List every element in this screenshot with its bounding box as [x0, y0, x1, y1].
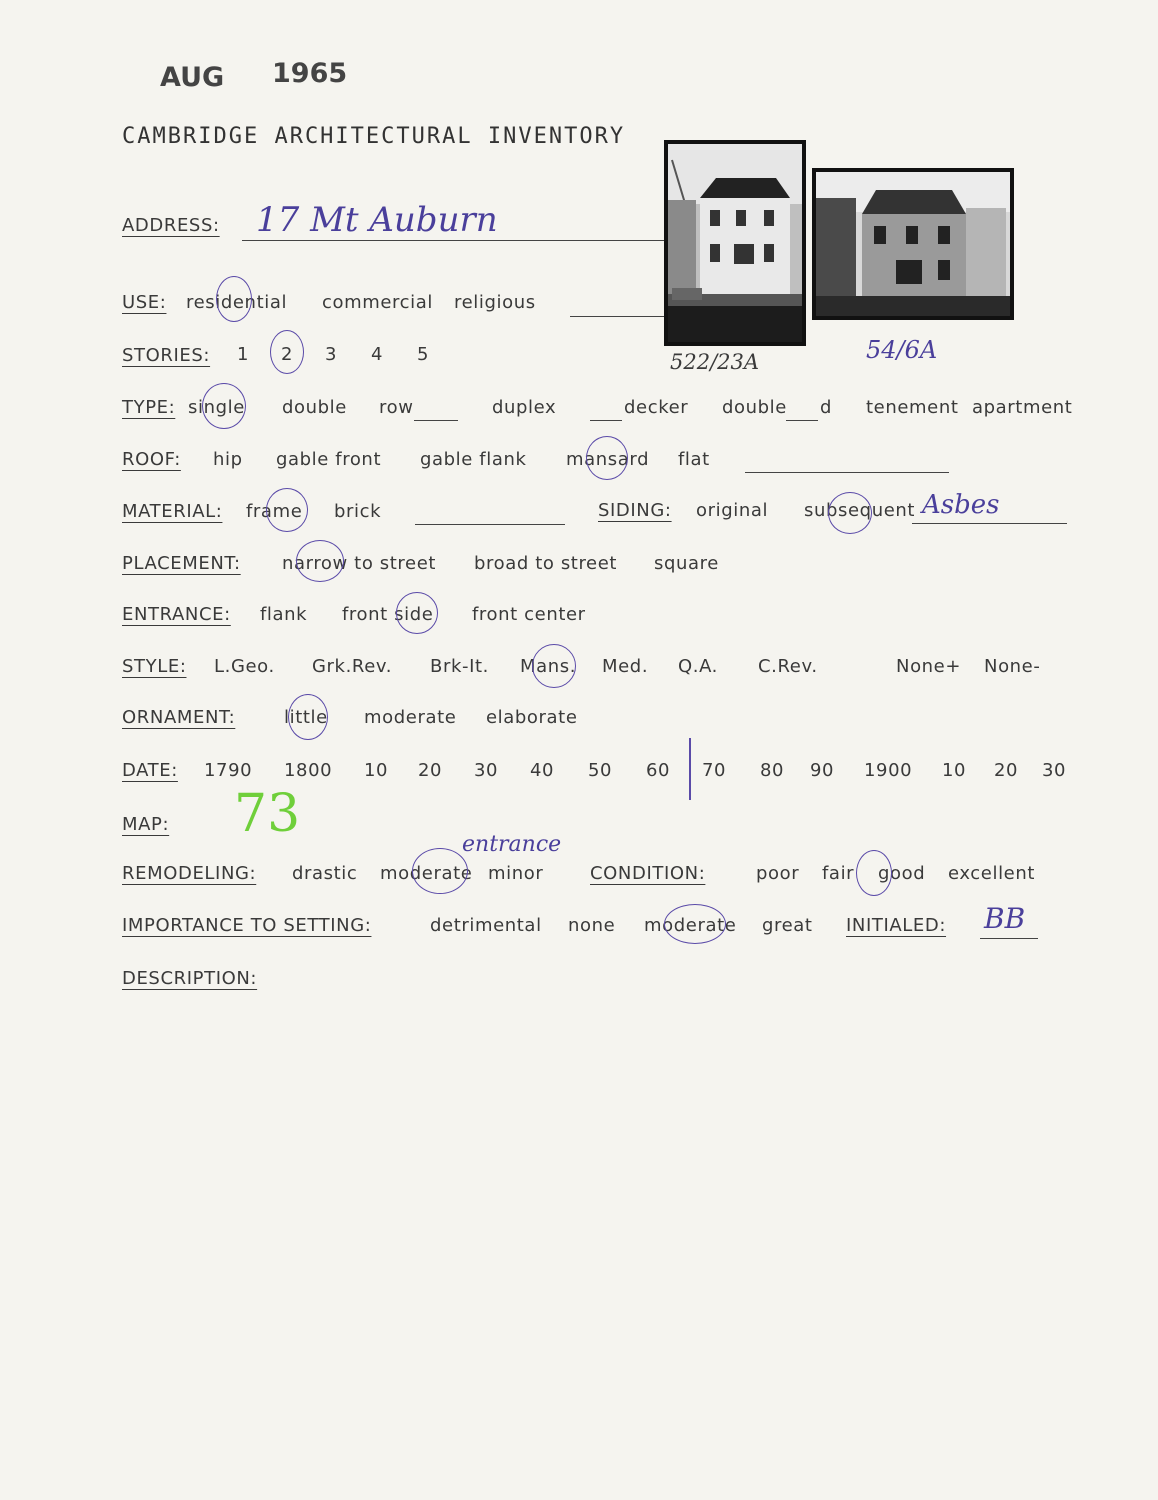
condition-option-excellent: excellent — [948, 863, 1036, 884]
condition-label: CONDITION: — [590, 863, 706, 884]
address-line — [242, 240, 664, 241]
entrance-label: ENTRANCE: — [122, 604, 231, 625]
importance-option-detrimental: detrimental — [430, 915, 542, 936]
date-mark — [689, 738, 691, 800]
material-option-brick: brick — [334, 501, 382, 522]
date-option-20: 20 — [418, 760, 443, 781]
style-option-qa: Q.A. — [678, 656, 719, 677]
type-row-blank — [414, 420, 458, 421]
date-option-40: 40 — [530, 760, 555, 781]
stamp-year: 1965 — [272, 58, 348, 89]
placement-option-narrow: narrow to street — [282, 553, 437, 574]
type-option-decker: decker — [624, 397, 689, 418]
ornament-label: ORNAMENT: — [122, 707, 236, 728]
form-heading: CAMBRIDGE ARCHITECTURAL INVENTORY — [122, 124, 626, 149]
ornament-option-moderate: moderate — [364, 707, 457, 728]
date-option-10: 10 — [364, 760, 389, 781]
style-option-grkrev: Grk.Rev. — [312, 656, 393, 677]
importance-label: IMPORTANCE TO SETTING: — [122, 915, 372, 936]
importance-option-great: great — [762, 915, 813, 936]
photo-2-caption: 54/6A — [866, 336, 938, 364]
date-option-50: 50 — [588, 760, 613, 781]
address-value: 17 Mt Auburn — [256, 200, 498, 240]
roof-option-hip: hip — [213, 449, 243, 470]
type-label: TYPE: — [122, 397, 176, 418]
date-option-80: 80 — [760, 760, 785, 781]
address-label: ADDRESS: — [122, 215, 220, 236]
stories-selection-circle — [270, 330, 304, 374]
roof-blank-line — [745, 472, 949, 473]
condition-option-good: good — [878, 863, 926, 884]
roof-option-gable-front: gable front — [276, 449, 382, 470]
house-photo-1 — [664, 140, 806, 346]
type-selection-circle — [202, 383, 246, 429]
stamp-month: AUG — [160, 62, 225, 93]
style-option-none-plus: None+ — [896, 656, 962, 677]
material-label: MATERIAL: — [122, 501, 223, 522]
initialed-label: INITIALED: — [846, 915, 947, 936]
importance-option-moderate: moderate — [644, 915, 737, 936]
siding-blank-line — [912, 523, 1067, 524]
ornament-option-elaborate: elaborate — [486, 707, 578, 728]
material-blank-line — [415, 524, 565, 525]
initialed-line — [980, 938, 1038, 939]
type-option-tenement: tenement — [866, 397, 959, 418]
material-option-frame: frame — [246, 501, 303, 522]
remodeling-note: entrance — [462, 832, 562, 857]
siding-selection-circle — [828, 492, 872, 534]
ornament-option-little: little — [284, 707, 328, 728]
condition-selection-circle — [856, 850, 892, 896]
placement-selection-circle — [296, 540, 344, 582]
entrance-selection-circle — [396, 592, 438, 634]
type-option-double: double — [282, 397, 347, 418]
importance-option-none: none — [568, 915, 616, 936]
use-selection-circle — [216, 276, 252, 322]
entrance-option-front-side: front side — [342, 604, 434, 625]
use-option-commercial: commercial — [322, 292, 433, 313]
date-option-90: 90 — [810, 760, 835, 781]
date-option-1910: 10 — [942, 760, 967, 781]
initialed-value: BB — [984, 902, 1026, 935]
roof-option-flat: flat — [678, 449, 710, 470]
date-option-30: 30 — [474, 760, 499, 781]
condition-option-fair: fair — [822, 863, 855, 884]
style-option-crev: C.Rev. — [758, 656, 818, 677]
house-photo-2 — [812, 168, 1014, 320]
style-option-none-minus: None- — [984, 656, 1041, 677]
style-label: STYLE: — [122, 656, 187, 677]
map-value: 73 — [234, 784, 301, 844]
style-option-mans: Mans. — [520, 656, 577, 677]
siding-note: Asbes — [922, 490, 1000, 520]
condition-option-poor: poor — [756, 863, 800, 884]
siding-label: SIDING: — [598, 500, 672, 521]
ornament-selection-circle — [288, 694, 328, 740]
use-blank-line — [570, 316, 664, 317]
type-option-d: d — [820, 397, 833, 418]
roof-option-gable-flank: gable flank — [420, 449, 527, 470]
photo-1-caption: 522/23A — [670, 350, 760, 374]
style-option-med: Med. — [602, 656, 649, 677]
remodeling-selection-circle — [412, 848, 468, 894]
description-label: DESCRIPTION: — [122, 968, 258, 989]
type-decker-blank — [590, 420, 622, 421]
placement-label: PLACEMENT: — [122, 553, 241, 574]
stories-option-1: 1 — [237, 344, 250, 365]
placement-option-square: square — [654, 553, 719, 574]
date-label: DATE: — [122, 760, 178, 781]
remodeling-option-moderate: moderate — [380, 863, 473, 884]
style-option-brkit: Brk-It. — [430, 656, 489, 677]
siding-option-original: original — [696, 500, 769, 521]
type-option-apartment: apartment — [972, 397, 1073, 418]
remodeling-option-drastic: drastic — [292, 863, 358, 884]
use-label: USE: — [122, 292, 167, 313]
importance-selection-circle — [664, 904, 726, 944]
stories-label: STORIES: — [122, 345, 211, 366]
date-option-1930: 30 — [1042, 760, 1067, 781]
style-option-lgeo: L.Geo. — [214, 656, 275, 677]
date-option-1920: 20 — [994, 760, 1019, 781]
type-option-duplex: duplex — [492, 397, 557, 418]
siding-option-subsequent: subsequent — [804, 500, 916, 521]
entrance-option-flank: flank — [260, 604, 308, 625]
date-option-1790: 1790 — [204, 760, 253, 781]
map-label: MAP: — [122, 814, 170, 835]
stories-option-4: 4 — [371, 344, 384, 365]
date-option-1800: 1800 — [284, 760, 333, 781]
stories-option-2: 2 — [281, 344, 294, 365]
entrance-option-front-center: front center — [472, 604, 586, 625]
use-option-residential: residential — [186, 292, 288, 313]
stories-option-3: 3 — [325, 344, 338, 365]
roof-selection-circle — [586, 436, 628, 480]
remodeling-label: REMODELING: — [122, 863, 257, 884]
type-option-row: row — [379, 397, 414, 418]
material-selection-circle — [266, 488, 308, 532]
type-d-blank — [786, 420, 818, 421]
remodeling-option-minor: minor — [488, 863, 544, 884]
date-option-1900: 1900 — [864, 760, 913, 781]
date-option-70: 70 — [702, 760, 727, 781]
type-option-single: single — [188, 397, 245, 418]
placement-option-broad: broad to street — [474, 553, 618, 574]
use-option-religious: religious — [454, 292, 536, 313]
stories-option-5: 5 — [417, 344, 430, 365]
roof-label: ROOF: — [122, 449, 181, 470]
date-option-60: 60 — [646, 760, 671, 781]
roof-option-mansard: mansard — [566, 449, 650, 470]
style-selection-circle — [532, 644, 576, 688]
type-option-double-decker: double — [722, 397, 787, 418]
